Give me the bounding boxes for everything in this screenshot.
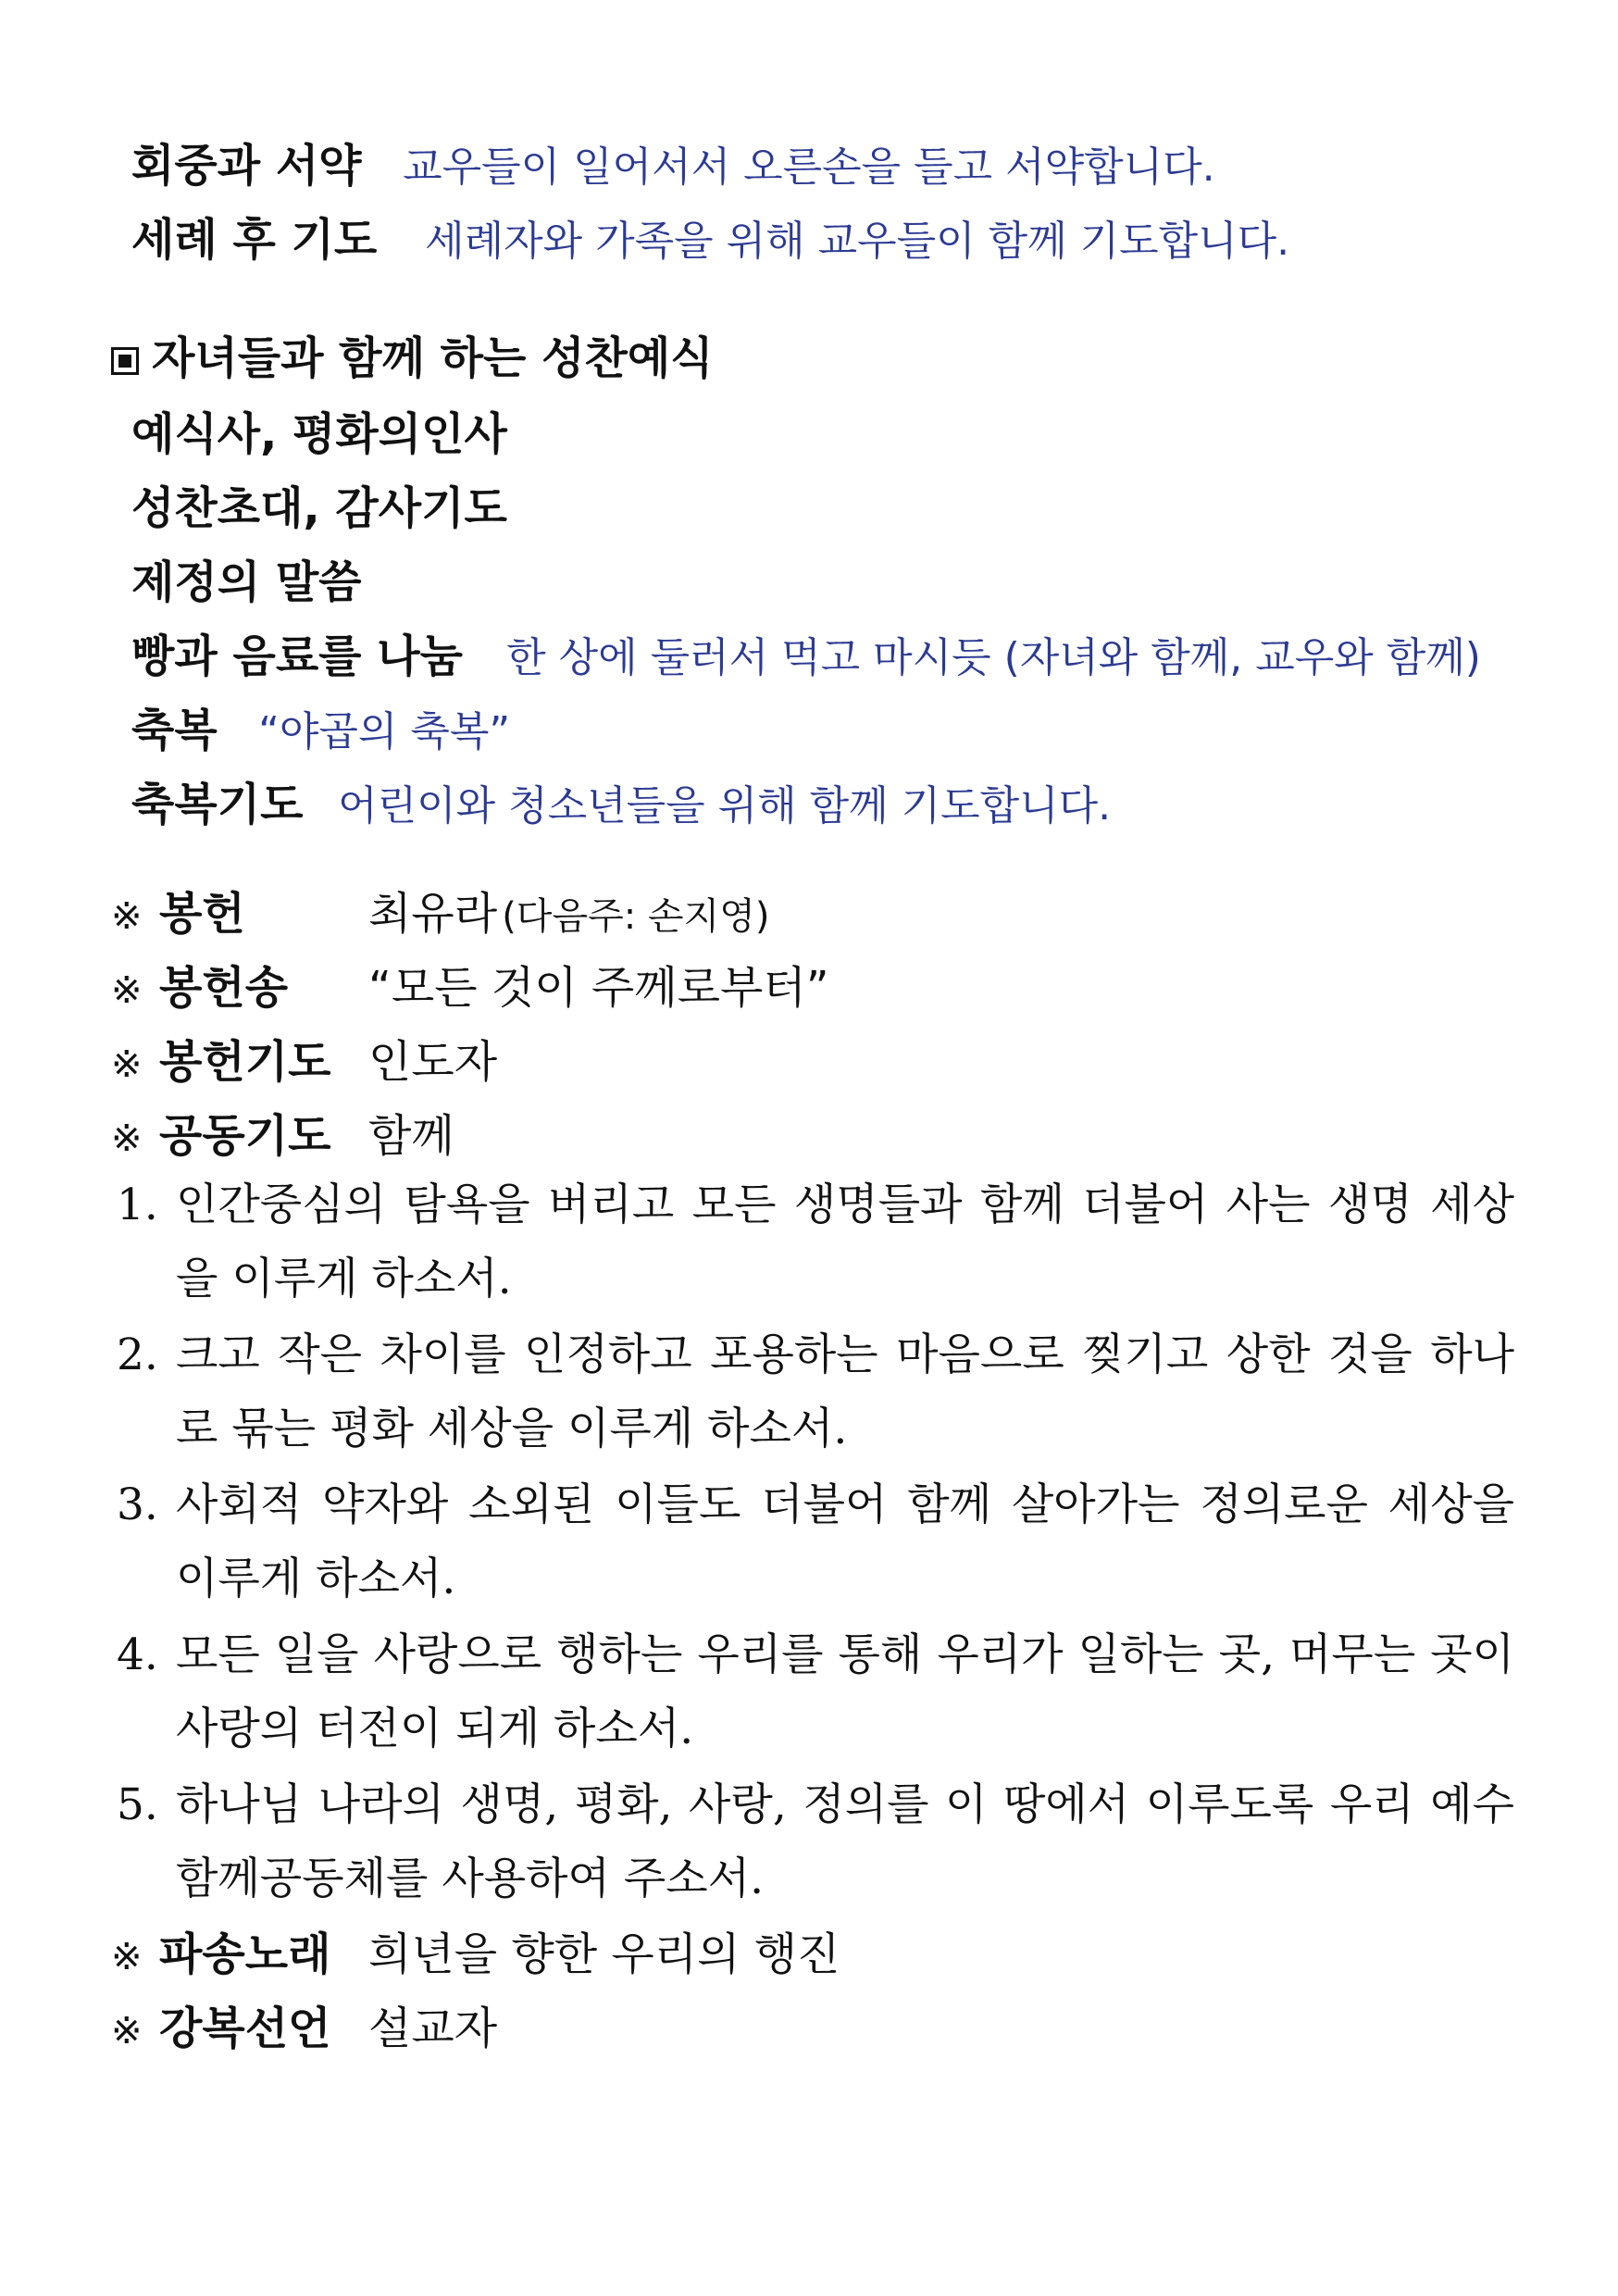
communion-description: “야곱의 축복” — [258, 708, 511, 755]
prayer-text: 하나님 나라의 생명, 평화, 사랑, 정의를 이 땅에서 이루도록 우리 예수함께공동체를 사용하여 주소서. — [176, 1779, 1514, 1904]
communion-item — [131, 694, 510, 758]
communion-label: 제정의 말씀 — [131, 556, 362, 608]
prayer-number: 5. — [117, 1779, 158, 1830]
section-heading — [111, 322, 714, 386]
closing-label: 강복선언 — [159, 2003, 331, 2054]
closing-value: 설교자 — [368, 2003, 498, 2054]
prayer-text: 크고 작은 차이를 인정하고 포용하는 마음으로 찢기고 상한 것을 하나로 묶는 평화 세상을 이루게 하소서. — [176, 1329, 1514, 1454]
section-heading-text: 자녀들과 함께 하는 성찬예식 — [152, 332, 714, 384]
standing-mark: ※ — [111, 1936, 143, 1978]
communion-item — [131, 768, 1111, 832]
liturgy-description: 세례자와 가족을 위해 교우들이 함께 기도합니다. — [425, 218, 1290, 265]
prayer-item — [117, 1318, 1514, 1466]
prayer-item — [117, 1768, 1514, 1916]
prayer-text: 모든 일을 사랑으로 행하는 우리를 통해 우리가 일하는 곳, 머무는 곳이 사랑의 터전이 되게 하소서. — [176, 1629, 1514, 1754]
standing-mark: ※ — [111, 2010, 143, 2053]
communion-item — [131, 546, 362, 610]
closing-line — [111, 1918, 840, 1982]
standing-mark: ※ — [111, 1043, 143, 1086]
offering-line — [111, 1026, 497, 1090]
offering-value: 최유라 — [368, 888, 498, 940]
communion-item — [131, 398, 507, 462]
standing-mark: ※ — [111, 895, 143, 938]
communion-description: 어린이와 청소년들을 위해 함께 기도합니다. — [338, 782, 1112, 830]
prayer-item — [117, 1468, 1514, 1616]
liturgy-description: 교우들이 일어서서 오른손을 들고 서약합니다. — [403, 144, 1215, 191]
offering-line — [111, 952, 829, 1016]
communion-label: 축복 — [131, 705, 218, 756]
standing-mark: ※ — [111, 969, 143, 1012]
liturgy-label: 회중과 서약 — [131, 140, 362, 192]
prayer-item — [117, 1168, 1514, 1316]
communion-label: 성찬초대, 감사기도 — [131, 482, 507, 534]
offering-value: 인도자 — [368, 1036, 498, 1088]
offering-note: (다음주: 손지영) — [502, 895, 770, 938]
liturgy-label: 세례 후 기도 — [131, 214, 378, 266]
liturgy-line — [131, 130, 1215, 193]
offering-label: 봉헌기도 — [159, 1036, 331, 1088]
prayer-number: 1. — [117, 1179, 158, 1230]
offering-line — [111, 1100, 454, 1164]
communion-label: 예식사, 평화의인사 — [131, 408, 507, 460]
offering-label: 봉헌 — [159, 888, 245, 940]
communion-item — [131, 620, 1481, 684]
offering-value: 함께 — [368, 1110, 454, 1162]
prayer-number: 3. — [117, 1479, 158, 1530]
communion-item — [131, 472, 507, 536]
square-bullet-icon — [111, 347, 139, 375]
liturgy-line — [131, 204, 1289, 268]
standing-mark: ※ — [111, 1117, 143, 1160]
closing-line — [111, 1992, 497, 2056]
offering-label: 봉헌송 — [159, 962, 289, 1014]
prayer-text: 사회적 약자와 소외된 이들도 더불어 함께 살아가는 정의로운 세상을 이루게 하소서. — [176, 1479, 1514, 1604]
closing-label: 파송노래 — [159, 1928, 331, 1980]
communion-label: 빵과 음료를 나눔 — [131, 630, 463, 682]
prayer-number: 2. — [117, 1329, 158, 1380]
prayer-text: 인간중심의 탐욕을 버리고 모든 생명들과 함께 더불어 사는 생명 세상을 이루게 하소서. — [176, 1179, 1514, 1304]
offering-label: 공동기도 — [159, 1110, 331, 1162]
prayer-item — [117, 1618, 1514, 1766]
offering-value: “모든 것이 주께로부터” — [368, 962, 829, 1014]
communion-description: 한 상에 둘러서 먹고 마시듯 (자녀와 함께, 교우와 함께) — [506, 634, 1481, 681]
closing-value: 희년을 향한 우리의 행진 — [368, 1928, 840, 1980]
communion-label: 축복기도 — [131, 779, 304, 830]
offering-line — [111, 878, 769, 942]
prayer-number: 4. — [117, 1629, 158, 1680]
